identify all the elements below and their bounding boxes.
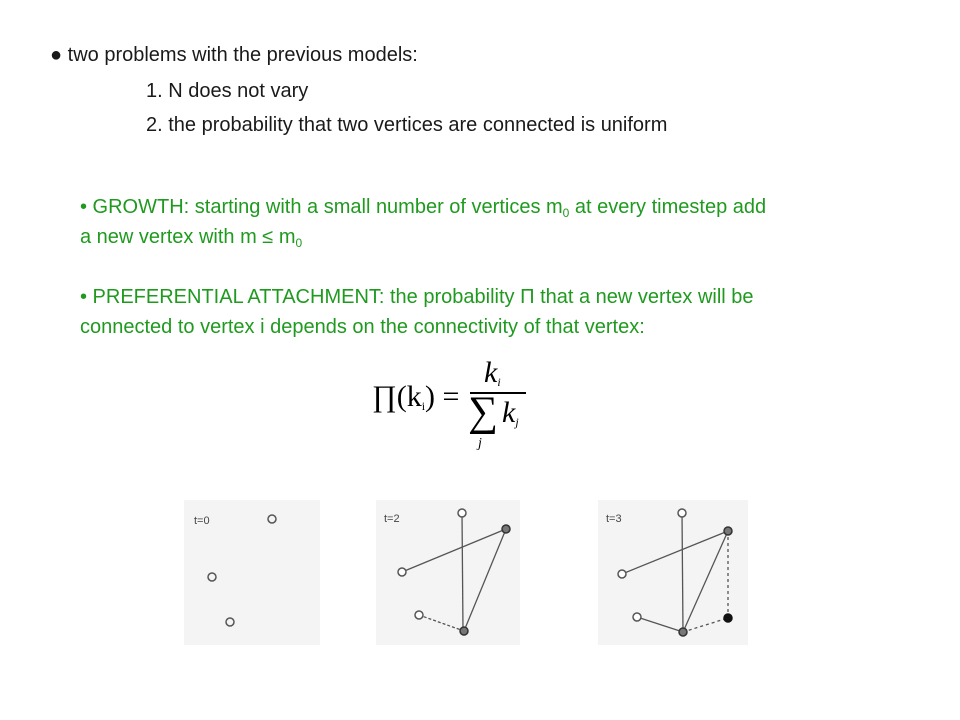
network-panel-t2	[376, 500, 520, 645]
vertex	[460, 627, 468, 635]
network-panel-t3	[598, 500, 748, 645]
formula-denominator: $k_j$	[502, 396, 519, 429]
growth-sub-2: 0	[295, 236, 303, 250]
bullet-dot: ●	[50, 44, 63, 66]
growth-line-2	[80, 222, 302, 252]
sum-index: j	[478, 436, 482, 451]
formula-lhs: $\prod(k_i)$ =	[372, 380, 460, 413]
vertex	[633, 613, 641, 621]
network-graph-t2	[376, 500, 520, 645]
panel-label: t=0	[194, 515, 210, 527]
network-graph-t0	[184, 500, 320, 645]
sum-symbol: ∑	[468, 389, 498, 435]
edge	[637, 617, 683, 632]
panel-label: t=3	[606, 513, 622, 525]
vertex-new	[724, 614, 732, 622]
growth-line-1	[80, 192, 766, 222]
vertex	[398, 568, 406, 576]
vertex	[226, 618, 234, 626]
problem-item-2: 2. the probability that two vertices are connected is uniform	[146, 114, 668, 136]
vertex	[208, 573, 216, 581]
attachment-formula	[372, 356, 542, 455]
formula-numerator: $k_i$	[484, 356, 501, 389]
panel-label: t=2	[384, 513, 400, 525]
vertex	[724, 527, 732, 535]
edge-new	[683, 618, 728, 632]
preferential-line-2: connected to vertex i depends on the connectivity of that vertex:	[80, 316, 645, 338]
intro-heading: two problems with the previous models:	[67, 44, 418, 66]
growth-sub: 0	[562, 206, 570, 220]
edge	[462, 513, 463, 631]
vertex	[268, 515, 276, 523]
edge-new	[419, 615, 464, 631]
intro-heading-line	[50, 44, 418, 67]
growth-text: • GROWTH: starting with a small number of vertices m	[80, 196, 563, 218]
vertex	[502, 525, 510, 533]
vertex	[679, 628, 687, 636]
network-panel-t0	[184, 500, 320, 645]
vertex	[618, 570, 626, 578]
vertex	[678, 509, 686, 517]
vertex	[415, 611, 423, 619]
preferential-line-1: • PREFERENTIAL ATTACHMENT: the probability Π that a new vertex will be	[80, 286, 754, 308]
network-graph-t3	[598, 500, 748, 645]
growth-text-mid: at every timestep add	[569, 196, 767, 218]
problem-item-1: 1. N does not vary	[146, 80, 309, 102]
vertex	[458, 509, 466, 517]
growth-text-2: a new vertex with m ≤ m	[80, 226, 296, 248]
edge	[682, 513, 683, 632]
